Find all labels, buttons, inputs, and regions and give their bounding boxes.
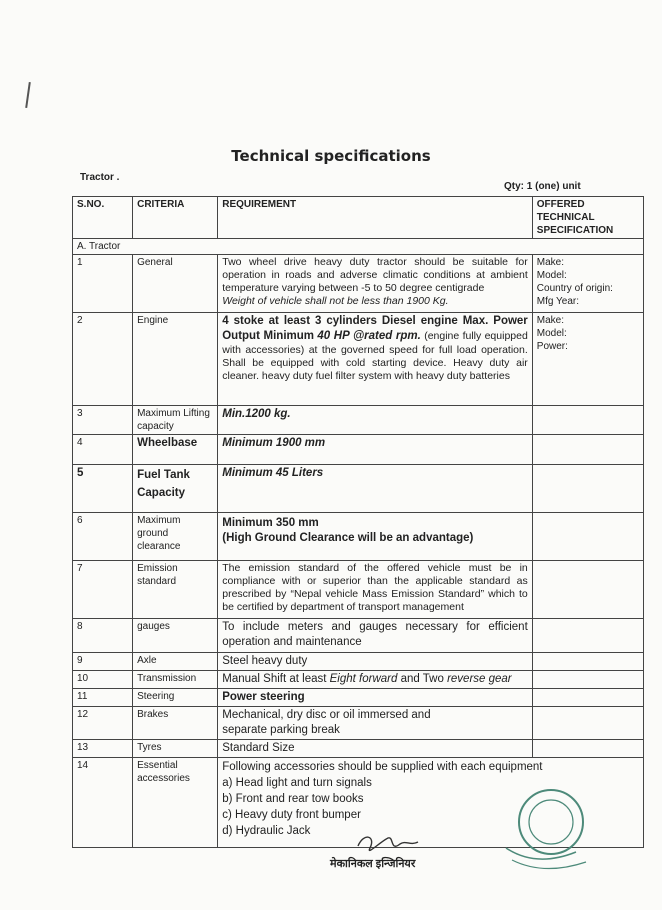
row-sno: 14 [73, 758, 133, 848]
row-sno: 13 [73, 740, 133, 758]
row-offered [532, 689, 643, 707]
row-sno: 3 [73, 406, 133, 435]
row-criteria: Steering [133, 689, 218, 707]
row-sno: 4 [73, 435, 133, 465]
table-row [73, 255, 644, 313]
row-criteria: Axle [133, 653, 218, 671]
row-offered [532, 671, 643, 689]
quantity: Qty: 1 (one) unit [504, 181, 581, 192]
signature-label: मेकानिकल इन्जिनियर [330, 858, 416, 870]
row-criteria: Fuel Tank Capacity [133, 465, 218, 513]
list-item: c) Heavy duty front bumper [222, 809, 361, 821]
row-criteria: Maximum Lifting capacity [133, 406, 218, 435]
row-requirement: Steel heavy duty [218, 653, 533, 671]
list-item: d) Hydraulic Jack [222, 825, 311, 837]
row-criteria: Brakes [133, 707, 218, 740]
row-sno: 2 [73, 313, 133, 406]
section-row [73, 239, 644, 255]
row-offered [532, 561, 643, 619]
row-requirement: Power steering [218, 689, 533, 707]
row-offered: Make: Model: Country of origin: Mfg Year: [532, 255, 643, 313]
table-row [73, 671, 644, 689]
row-offered [532, 435, 643, 465]
row-sno: 8 [73, 619, 133, 653]
row-criteria: Engine [133, 313, 218, 406]
row-criteria: Emission standard [133, 561, 218, 619]
row-requirement: Minimum 1900 mm [218, 435, 533, 465]
row-offered [532, 406, 643, 435]
table-row [73, 707, 644, 740]
table-row [73, 406, 644, 435]
header-offered: OFFERED TECHNICAL SPECIFICATION [532, 197, 643, 239]
row-criteria: Tyres [133, 740, 218, 758]
page-mark [25, 82, 31, 108]
row-sno: 5 [73, 465, 133, 513]
row-sno: 9 [73, 653, 133, 671]
table-header [73, 197, 644, 239]
header-requirement: REQUIREMENT [218, 197, 533, 239]
row-criteria: General [133, 255, 218, 313]
item-name: Tractor . [80, 172, 120, 183]
page-title: Technical specifications [231, 147, 431, 165]
row-requirement: To include meters and gauges necessary for efficient operation and maintenance [218, 619, 533, 653]
row-criteria: gauges [133, 619, 218, 653]
header-sno: S.NO. [73, 197, 133, 239]
table-row [73, 561, 644, 619]
row-criteria: Essential accessories [133, 758, 218, 848]
row-requirement: Two wheel drive heavy duty tractor should be suitable for operation in roads and adverse climatic conditions at ambient temperature varying between -5 to 50 degree centigrade Weight of vehicle shall not be less than 1900 Kg. [218, 255, 533, 313]
row-sno: 7 [73, 561, 133, 619]
row-offered [532, 740, 643, 758]
table-row [73, 619, 644, 653]
table-row [73, 513, 644, 561]
row-offered [532, 619, 643, 653]
table-row [73, 465, 644, 513]
row-requirement: Minimum 45 Liters [218, 465, 533, 513]
row-criteria: Wheelbase [133, 435, 218, 465]
row-requirement: Minimum 350 mm (High Ground Clearance will be an advantage) [218, 513, 533, 561]
row-sno: 11 [73, 689, 133, 707]
table-row [73, 653, 644, 671]
header-criteria: CRITERIA [133, 197, 218, 239]
row-criteria: Transmission [133, 671, 218, 689]
section-label: A. Tractor [73, 239, 644, 255]
table-row [73, 313, 644, 406]
row-requirement: Mechanical, dry disc or oil immersed and separate parking break [218, 707, 533, 740]
row-requirement: Standard Size [218, 740, 533, 758]
table-row [73, 689, 644, 707]
table-row [73, 435, 644, 465]
row-offered [532, 513, 643, 561]
list-item: a) Head light and turn signals [222, 777, 372, 789]
row-criteria: Maximum ground clearance [133, 513, 218, 561]
row-sno: 10 [73, 671, 133, 689]
row-sno: 1 [73, 255, 133, 313]
row-requirement: Following accessories should be supplied with each equipment a) Head light and turn signals b) Front and rear tow books c) Heavy duty front bumper d) Hydraulic Jack [218, 758, 644, 848]
list-item: b) Front and rear tow books [222, 793, 364, 805]
row-offered: Make: Model: Power: [532, 313, 643, 406]
table-row [73, 740, 644, 758]
row-requirement: 4 stoke at least 3 cylinders Diesel engine Max. Power Output Minimum 40 HP @rated rpm. (engine fully equipped with accessories) at the governed speed for full load operation. Shall be equipped with cold starting device. Heavy duty air cleaner. heavy duty fuel filter system with heavy duty batteries [218, 313, 533, 406]
row-requirement: Min.1200 kg. [218, 406, 533, 435]
spec-table [72, 196, 644, 848]
row-sno: 6 [73, 513, 133, 561]
row-requirement: Manual Shift at least Eight forward and Two reverse gear [218, 671, 533, 689]
seal-stamp [496, 778, 606, 878]
row-offered [532, 707, 643, 740]
row-offered [532, 465, 643, 513]
row-sno: 12 [73, 707, 133, 740]
row-requirement: The emission standard of the offered vehicle must be in compliance with or superior than the applicable standard as prescribed by “Nepal vehicle Mass Emission Standard” which to be certified by department of transport management [218, 561, 533, 619]
row-offered [532, 653, 643, 671]
